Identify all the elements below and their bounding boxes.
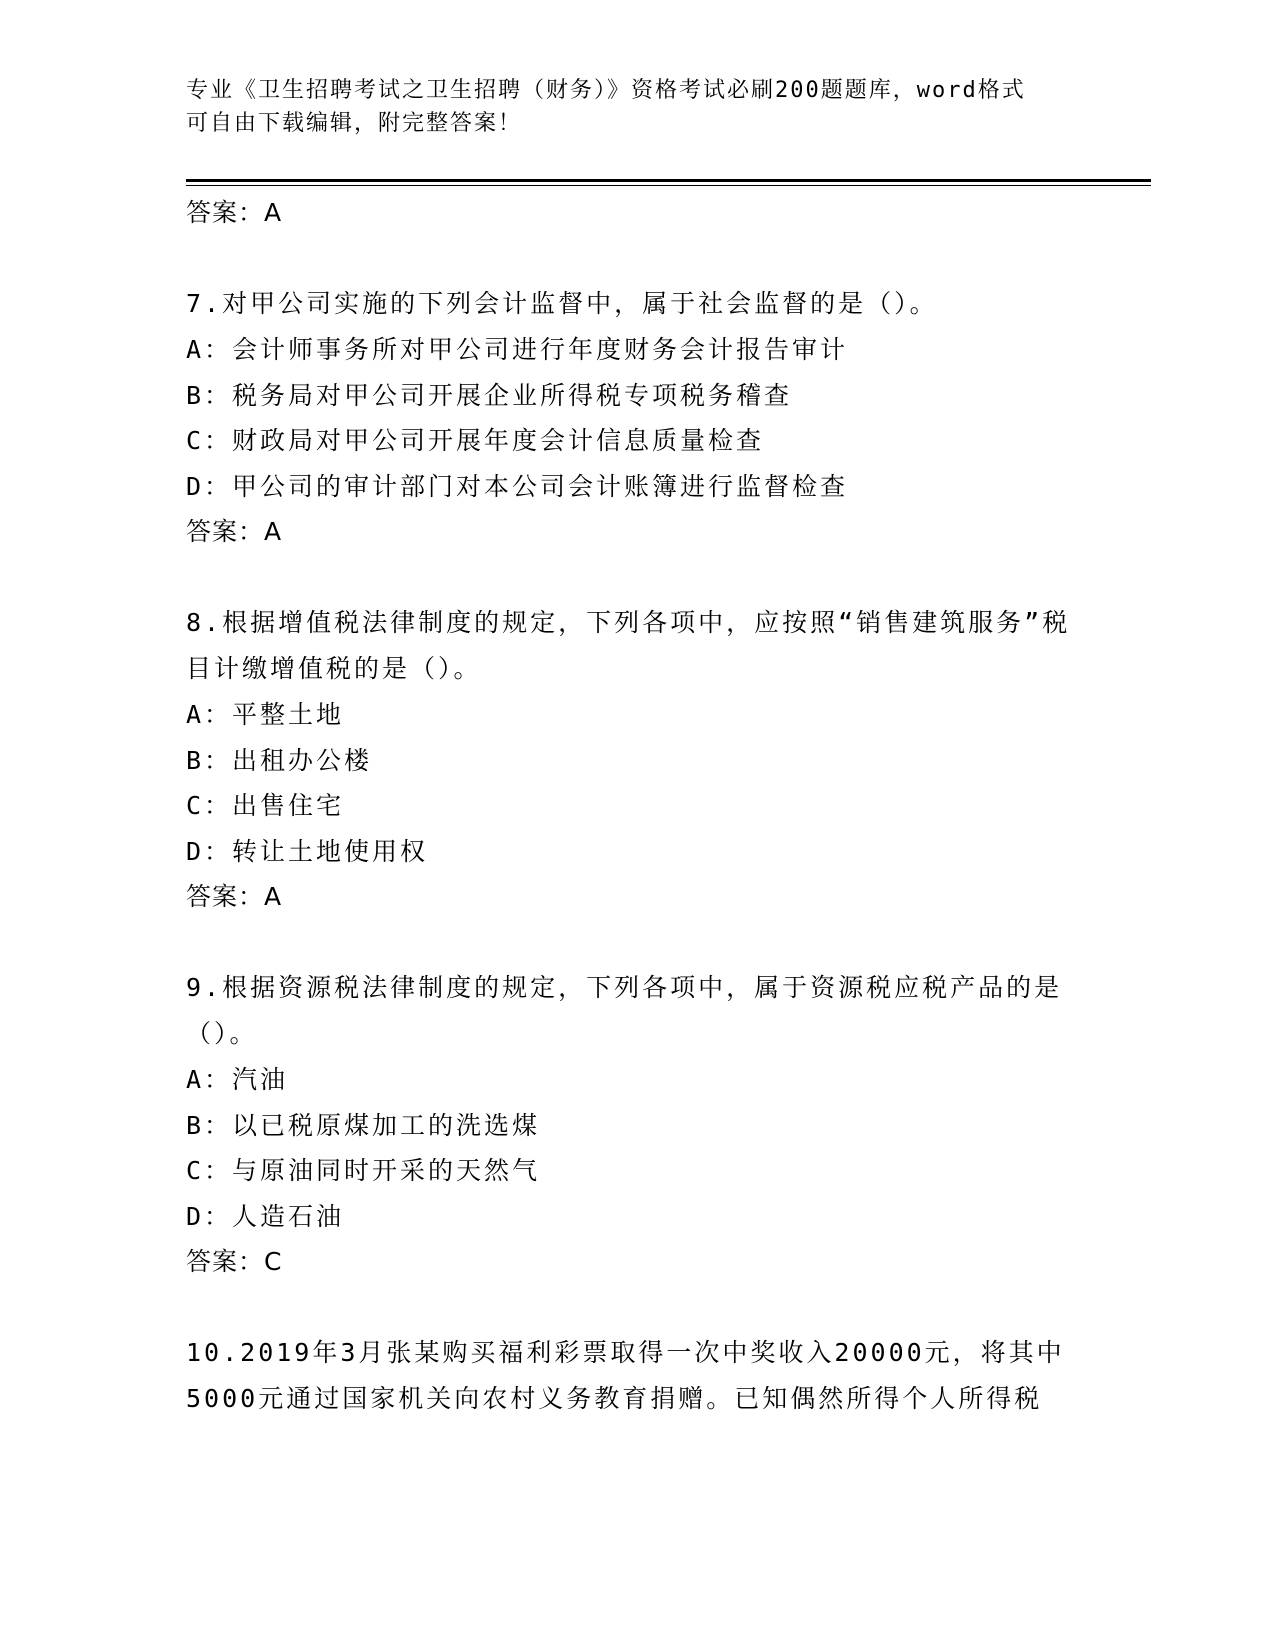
question-text: 8.根据增值税法律制度的规定，下列各项中，应按照“销售建筑服务”税目计缴增值税的是（）。 xyxy=(186,608,1071,683)
option-a: A：会计师事务所对甲公司进行年度财务会计报告审计 xyxy=(186,335,849,364)
option-c: C：财政局对甲公司开展年度会计信息质量检查 xyxy=(186,426,765,455)
option-b: B：出租办公楼 xyxy=(186,745,373,775)
previous-answer: 答案：A xyxy=(186,198,283,227)
question-text: 7.对甲公司实施的下列会计监督中，属于社会监督的是（）。 xyxy=(186,289,938,318)
option-b: B：以已税原煤加工的洗选煤 xyxy=(186,1110,541,1140)
question-text: 9.根据资源税法律制度的规定，下列各项中，属于资源税应税产品的是（）。 xyxy=(186,973,1063,1048)
header-divider-thick xyxy=(186,179,1151,182)
option-d: D：转让土地使用权 xyxy=(186,836,429,866)
answer: 答案：A xyxy=(186,882,283,911)
question-list xyxy=(186,190,1086,1422)
question-text: 10.2019年3月张某购买福利彩票取得一次中奖收入20000元，将其中5000元通过国家机关向农村义务教育捐赠。已知偶然所得个人所得税 xyxy=(186,1338,1065,1413)
option-d: D：甲公司的审计部门对本公司会计账簿进行监督检查 xyxy=(186,471,849,501)
answer: 答案：C xyxy=(186,1247,283,1276)
option-a: A：平整土地 xyxy=(186,700,345,729)
question-8 xyxy=(186,600,1086,919)
answer: 答案：A xyxy=(186,517,283,546)
option-c: C：与原油同时开采的天然气 xyxy=(186,1156,541,1185)
option-b: B：税务局对甲公司开展企业所得税专项税务稽查 xyxy=(186,380,793,410)
question-9 xyxy=(186,965,1086,1284)
header-line-2: 可自由下载编辑，附完整答案！ xyxy=(186,111,523,136)
option-c: C：出售住宅 xyxy=(186,791,345,820)
question-10 xyxy=(186,1330,1086,1422)
option-d: D：人造石油 xyxy=(186,1201,345,1231)
header-divider-thin xyxy=(186,185,1151,186)
document-header xyxy=(186,74,1066,140)
option-a: A：汽油 xyxy=(186,1065,289,1094)
question-7 xyxy=(186,281,1086,554)
header-line-1: 专业《卫生招聘考试之卫生招聘（财务）》资格考试必刷200题题库，word格式 xyxy=(186,78,1026,103)
